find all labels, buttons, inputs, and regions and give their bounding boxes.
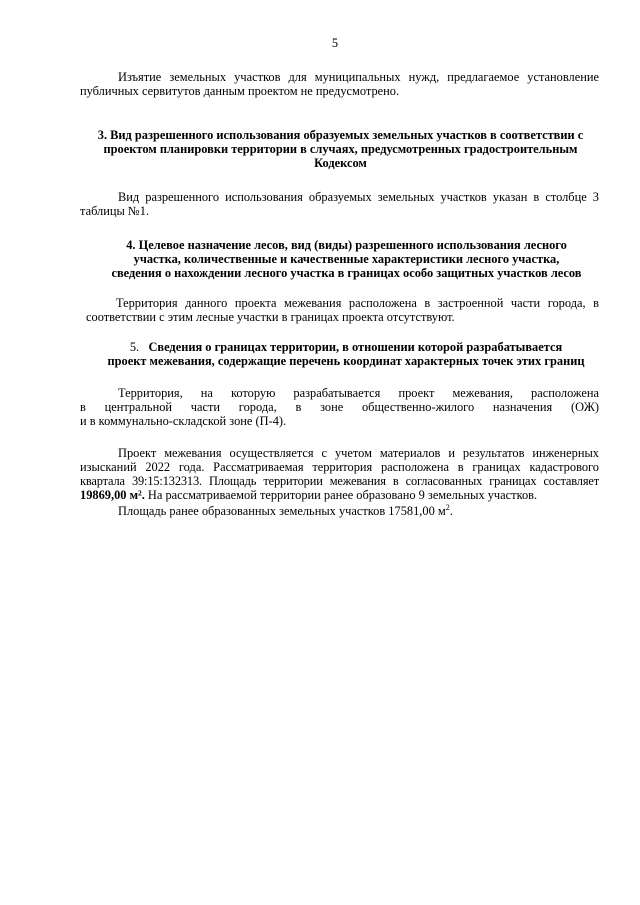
heading-text	[84, 238, 609, 280]
paragraph-text	[80, 504, 599, 518]
paragraph-text	[86, 296, 599, 324]
heading-line: сведения о нахождении лесного участка в границах особо защитных участков лесов	[111, 266, 582, 280]
paragraph-line	[80, 488, 599, 502]
heading-line: проект межевания, содержащие перечень координат характерных точек этих границ	[107, 354, 585, 368]
paragraph-expropriation	[80, 70, 599, 98]
heading-line: Кодексом	[314, 156, 367, 170]
section-4-heading	[84, 238, 609, 280]
section-5-heading	[86, 340, 606, 368]
paragraph-survey	[80, 446, 599, 502]
superscript: 2	[445, 502, 450, 512]
heading-line-rest: Сведения о границах территории, в отношении которой разрабатывается	[148, 340, 563, 354]
paragraph-text: Изъятие земельных участков для муниципальных нужд, предлагаемое установление публичных сервитутов данным проектом не предусмотрено.	[80, 70, 599, 98]
paragraph-line: Проект межевания осуществляется с учетом материалов и результатов инженерных	[118, 446, 599, 460]
heading-line: 4. Целевое назначение лесов, вид (виды) разрешенного использования лесного	[126, 238, 567, 252]
section-3-heading	[78, 128, 603, 170]
paragraph-line: и в коммунально-складской зоне (П-4).	[80, 414, 287, 428]
page-number: 5	[331, 36, 339, 50]
paragraph-line: изысканий 2022 года. Рассматриваемая территория расположена в границах кадастрового	[80, 460, 599, 474]
area-end: .	[449, 504, 453, 518]
heading-line: 3. Вид разрешенного использования образуемых земельных участков в соответствии с	[97, 128, 584, 142]
paragraph-line: Территория, на которую разрабатывается проект межевания, расположена	[118, 386, 599, 400]
paragraph-text	[80, 446, 599, 502]
paragraph-territory	[80, 386, 599, 428]
paragraph-text: Вид разрешенного использования образуемых земельных участков указан в столбце 3 таблицы №1.	[80, 190, 599, 218]
paragraph-line: в центральной части города, в зоне общественно-жилого назначения (ОЖ)	[80, 400, 599, 414]
paragraph-line: квартала 39:15:132313. Площадь территории межевания в согласованных границах составляет	[80, 474, 599, 488]
area-text: Площадь ранее образованных земельных участков 17581,00 м	[118, 504, 446, 518]
paragraph-area	[80, 504, 599, 518]
paragraph-permitted-use	[80, 190, 599, 218]
heading-line: 5. Сведения о границах территории, в отношении которой разрабатывается	[129, 340, 563, 354]
heading-line: участка, количественные и качественные характеристики лесного участка,	[133, 252, 560, 266]
heading-line: проектом планировки территории в случаях, предусмотренных градостроительным	[103, 142, 578, 156]
paragraph-forest	[86, 296, 599, 324]
section-number: 5	[129, 340, 137, 354]
heading-text	[78, 128, 603, 170]
paragraph-line: соответствии с этим лесные участки в границах проекта отсутствуют.	[86, 310, 455, 324]
paragraph-line: Территория данного проекта межевания расположена в застроенной части города, в	[116, 296, 599, 310]
paragraph-text	[80, 386, 599, 428]
paragraph-line-rest: На рассматриваемой территории ранее образовано 9 земельных участков.	[144, 488, 538, 502]
heading-text	[86, 340, 606, 368]
area-value: 19869,00 м².	[80, 488, 145, 502]
